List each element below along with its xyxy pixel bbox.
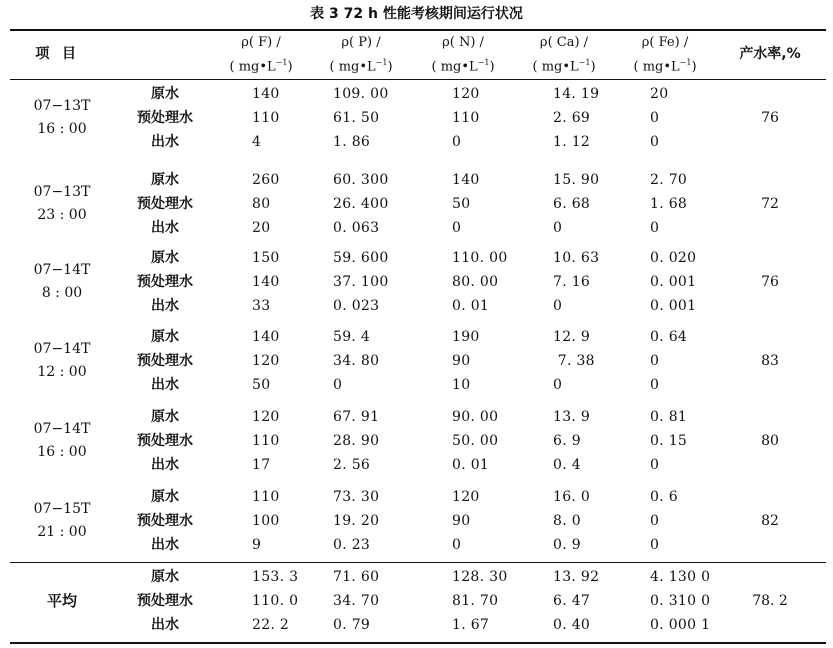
cell-fe: 0 [650,134,660,150]
cell-p: 60. 300 [333,172,389,188]
water-type-label: 预处理水 [137,196,193,212]
cell-p: 1. 86 [333,134,371,150]
table-row [0,130,833,154]
cell-ca: 2. 69 [553,110,591,126]
average-rule [10,562,826,563]
water-type-label: 原水 [151,489,179,505]
table-row [0,246,833,270]
water-type-label: 预处理水 [137,274,193,290]
cell-fe: 0 [650,457,660,473]
table-row [0,589,833,613]
cell-fe: 0 [650,537,660,553]
cell-fe: 0 [650,110,660,126]
water-type-label: 预处理水 [137,353,193,369]
cell-f: 80 [252,196,271,212]
cell-fe: 0. 6 [650,489,678,505]
cell-f: 140 [252,274,280,290]
table-row [0,270,833,294]
cell-f: 50 [252,377,271,393]
cell-f: 153. 3 [252,569,299,585]
timestamp-time: 8 : 00 [41,285,83,301]
table-row [0,106,833,130]
cell-f: 100 [252,513,280,529]
timestamp-date: 07−14T [33,421,91,437]
cell-ca: 7. 16 [553,274,591,290]
table-row [0,325,833,349]
cell-p: 34. 70 [333,593,380,609]
cell-f: 110 [252,433,280,449]
cell-f: 110. 0 [252,593,299,609]
bottom-rule [10,642,826,644]
water-type-label: 原水 [151,569,179,585]
cell-f: 17 [252,457,271,473]
top-rule [10,29,826,31]
cell-ca: 13. 92 [553,569,600,585]
cell-fe: 0. 000 1 [650,617,711,633]
header-col-name: ρ( Ca) / [539,35,589,50]
cell-n: 120 [452,86,480,102]
cell-fe: 0. 81 [650,409,688,425]
cell-n: 128. 30 [452,569,508,585]
cell-f: 140 [252,86,280,102]
cell-p: 26. 400 [333,196,389,212]
cell-fe: 0 [650,513,660,529]
cell-ca: 7. 38 [553,353,595,369]
cell-n: 0 [452,537,462,553]
cell-n: 50. 00 [452,433,499,449]
cell-p: 59. 4 [333,329,371,345]
table-row [0,373,833,397]
water-type-label: 原水 [151,250,179,266]
cell-fe: 20 [650,86,669,102]
cell-rate: 78. 2 [752,593,788,609]
cell-ca: 0 [553,377,563,393]
cell-ca: 6. 9 [553,433,581,449]
cell-ca: 14. 19 [553,86,600,102]
header-col-f: ρ( F) / ( $mg•L^{-1}$) [222,33,300,77]
cell-ca: 6. 47 [553,593,591,609]
cell-fe: 0. 64 [650,329,688,345]
table-row [0,613,833,637]
cell-f: 120 [252,353,280,369]
water-type-label: 原水 [151,329,179,345]
water-type-label: 预处理水 [137,433,193,449]
cell-n: 90. 00 [452,409,499,425]
cell-fe: 0 [650,353,660,369]
header-item: 项目 [35,46,89,62]
timestamp-date: 07−14T [33,341,91,357]
cell-ca: 1. 12 [553,134,591,150]
cell-f: 110 [252,489,280,505]
cell-n: 10 [452,377,471,393]
cell-f: 20 [252,220,271,236]
cell-f: 120 [252,409,280,425]
table-row [0,429,833,453]
water-type-label: 出水 [151,377,179,393]
header-rate: 产水率,% [739,46,801,62]
table-row [0,565,833,589]
average-label: 平均 [46,592,77,610]
cell-p: 0. 23 [333,537,371,553]
timestamp-time: 12 : 00 [37,364,87,380]
cell-ca: 0 [553,220,563,236]
water-type-label: 出水 [151,298,179,314]
cell-rate: 80 [761,433,779,449]
cell-p: 71. 60 [333,569,380,585]
cell-rate: 76 [761,110,779,126]
timestamp-date: 07−14T [33,262,91,278]
header-col-name: ρ( F) / [241,35,281,50]
cell-n: 190 [452,329,480,345]
cell-fe: 0. 15 [650,433,688,449]
cell-p: 19. 20 [333,513,380,529]
cell-f: 150 [252,250,280,266]
cell-n: 81. 70 [452,593,499,609]
cell-p: 0. 79 [333,617,371,633]
water-type-label: 原水 [151,86,179,102]
cell-f: 110 [252,110,280,126]
timestamp-date: 07−15T [33,501,91,517]
table-row [0,453,833,477]
table-row [0,294,833,318]
cell-n: 1. 67 [452,617,490,633]
table-caption: 表 3 72 h 性能考核期间运行状况 [310,6,523,22]
timestamp-time: 21 : 00 [37,524,87,540]
cell-ca: 8. 0 [553,513,581,529]
timestamp-time: 16 : 00 [37,444,87,460]
cell-p: 109. 00 [333,86,389,102]
cell-ca: 10. 63 [553,250,600,266]
cell-ca: 0. 4 [553,457,581,473]
cell-p: 61. 50 [333,110,380,126]
cell-p: 28. 90 [333,433,380,449]
cell-p: 2. 56 [333,457,371,473]
cell-fe: 0 [650,377,660,393]
cell-n: 140 [452,172,480,188]
cell-n: 110 [452,110,480,126]
water-type-label: 原水 [151,409,179,425]
cell-rate: 76 [761,274,779,290]
water-type-label: 预处理水 [137,110,193,126]
header-col-name: ρ( N) / [442,35,484,50]
table-row [0,349,833,373]
cell-ca: 0. 40 [553,617,591,633]
cell-p: 37. 100 [333,274,389,290]
cell-rate: 82 [761,513,779,529]
cell-f: 140 [252,329,280,345]
cell-ca: 6. 68 [553,196,591,212]
cell-p: 59. 600 [333,250,389,266]
cell-p: 67. 91 [333,409,380,425]
cell-fe: 0. 020 [650,250,697,266]
header-col-p: ρ( P) / ( $mg•L^{-1}$) [322,33,400,77]
timestamp-time: 16 : 00 [37,121,87,137]
cell-n: 50 [452,196,471,212]
cell-f: 22. 2 [252,617,290,633]
cell-f: 33 [252,298,271,314]
cell-ca: 13. 9 [553,409,591,425]
water-type-label: 出水 [151,617,179,633]
cell-fe: 1. 68 [650,196,688,212]
cell-p: 0 [333,377,343,393]
cell-p: 0. 063 [333,220,380,236]
cell-n: 80. 00 [452,274,499,290]
water-type-label: 出水 [151,537,179,553]
header-col-name: ρ( Fe) / [641,35,689,50]
timestamp-time: 23 : 00 [37,207,87,223]
cell-fe: 4. 130 0 [650,569,711,585]
table-row [0,168,833,192]
cell-rate: 72 [761,196,779,212]
header-col-fe: ρ( Fe) / ( $mg•L^{-1}$) [626,33,704,77]
cell-f: 260 [252,172,280,188]
cell-rate: 83 [761,353,779,369]
water-type-label: 出水 [151,457,179,473]
cell-fe: 0 [650,220,660,236]
cell-fe: 0. 310 0 [650,593,711,609]
table-row [0,485,833,509]
cell-n: 0 [452,220,462,236]
table-row [0,192,833,216]
cell-n: 0. 01 [452,298,490,314]
water-type-label: 原水 [151,172,179,188]
cell-n: 0. 01 [452,457,490,473]
cell-ca: 12. 9 [553,329,591,345]
cell-f: 9 [252,537,262,553]
cell-p: 0. 023 [333,298,380,314]
water-type-label: 出水 [151,220,179,236]
cell-ca: 16. 0 [553,489,591,505]
cell-fe: 0. 001 [650,274,697,290]
header-rule [10,79,826,80]
cell-ca: 15. 90 [553,172,600,188]
water-type-label: 出水 [151,134,179,150]
header-col-ca: ρ( Ca) / ( $mg•L^{-1}$) [524,33,604,77]
table-row [0,533,833,557]
cell-n: 0 [452,134,462,150]
cell-fe: 0. 001 [650,298,697,314]
header-col-n: ρ( N) / ( $mg•L^{-1}$) [424,33,502,77]
table-row [0,82,833,106]
timestamp-date: 07−13T [33,184,91,200]
water-type-label: 预处理水 [137,513,193,529]
cell-n: 90 [452,513,471,529]
cell-n: 120 [452,489,480,505]
cell-p: 34. 80 [333,353,380,369]
cell-ca: 0. 9 [553,537,581,553]
table-row [0,405,833,429]
cell-n: 110. 00 [452,250,508,266]
table-row [0,509,833,533]
cell-n: 90 [452,353,471,369]
header-col-name: ρ( P) / [341,35,381,50]
timestamp-date: 07−13T [33,98,91,114]
water-type-label: 预处理水 [137,593,193,609]
cell-ca: 0 [553,298,563,314]
cell-f: 4 [252,134,262,150]
cell-fe: 2. 70 [650,172,688,188]
table-row [0,216,833,240]
cell-p: 73. 30 [333,489,380,505]
